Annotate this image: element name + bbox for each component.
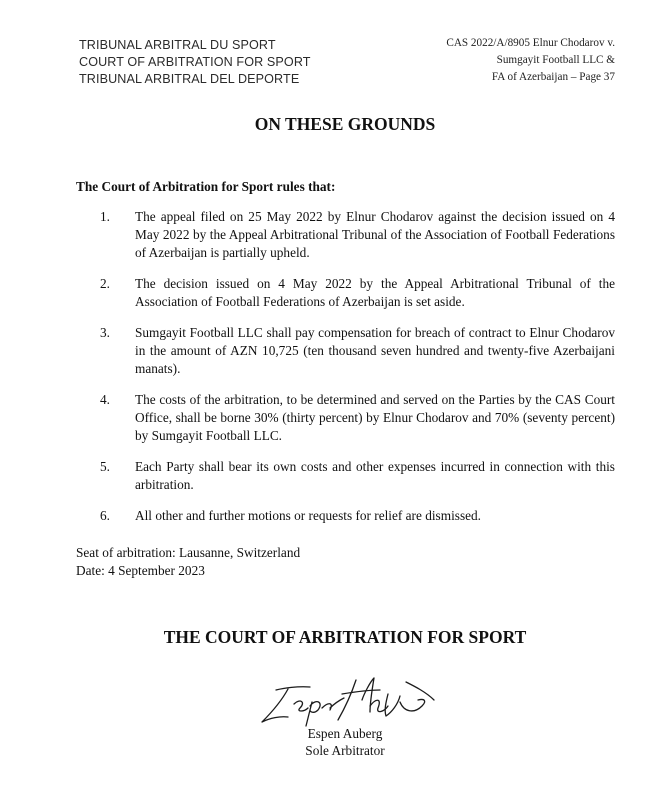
ruling-text: All other and further motions or requests for relief are dismissed. <box>135 508 481 523</box>
ruling-item <box>76 275 615 311</box>
ruling-number: 1. <box>100 209 110 224</box>
ruling-item <box>76 324 615 378</box>
ruling-item <box>76 458 615 494</box>
case-reference <box>446 35 615 86</box>
signer-role: Sole Arbitrator <box>305 743 385 758</box>
ruling-text: The decision issued on 4 May 2022 by the Appeal Arbitrational Tribunal of the Association of Football Federations of Azerbaijan is set aside. <box>135 276 615 309</box>
rulings-list <box>76 208 615 538</box>
ruling-text: The appeal filed on 25 May 2022 by Elnur Chodarov against the decision issued on 4 May 2022 by the Appeal Arbitrational Tribunal of the Association of Football Federations of Azerbaijan is partially upheld. <box>135 209 615 260</box>
ruling-text: The costs of the arbitration, to be determined and served on the Parties by the CAS Court Office, shall be borne 30% (thirty percent) by Elnur Chodarov and 70% (seventy percent) by Sumgayit Football LLC. <box>135 392 615 443</box>
ruling-text: Each Party shall bear its own costs and other expenses incurred in connection with this arbitration. <box>135 459 615 492</box>
case-reference-line: Sumgayit Football LLC & <box>496 54 615 66</box>
ruling-number: 2. <box>100 276 110 291</box>
case-reference-line: FA of Azerbaijan – Page 37 <box>491 71 615 83</box>
decision-date: Date: 4 September 2023 <box>76 563 205 578</box>
ruling-number: 6. <box>100 508 110 523</box>
tribunal-name-en: COURT OF ARBITRATION FOR SPORT <box>79 55 311 69</box>
seat-and-date <box>76 544 300 580</box>
tribunal-name-block <box>79 37 311 88</box>
ruling-text: Sumgayit Football LLC shall pay compensation for breach of contract to Elnur Chodarov in the amount of AZN 10,725 (ten thousand seven hundred and twenty-five Azerbaijani manats). <box>135 325 615 376</box>
signer-block <box>0 725 661 759</box>
tribunal-name-es: TRIBUNAL ARBITRAL DEL DEPORTE <box>79 72 300 86</box>
section-heading: ON THESE GROUNDS <box>254 114 436 134</box>
ruling-number: 4. <box>100 392 110 407</box>
signer-name: Espen Auberg <box>307 726 383 741</box>
ruling-item <box>76 507 615 525</box>
ruling-item <box>76 208 615 262</box>
seat-of-arbitration: Seat of arbitration: Lausanne, Switzerland <box>76 545 301 560</box>
court-name-heading: THE COURT OF ARBITRATION FOR SPORT <box>163 627 527 647</box>
ruling-item <box>76 391 615 445</box>
case-reference-line: CAS 2022/A/8905 Elnur Chodarov v. <box>446 37 615 49</box>
ruling-number: 3. <box>100 325 110 340</box>
signature-image <box>258 672 438 730</box>
ruling-number: 5. <box>100 459 110 474</box>
rulings-intro: The Court of Arbitration for Sport rules that: <box>76 179 336 194</box>
tribunal-name-fr: TRIBUNAL ARBITRAL DU SPORT <box>79 38 276 52</box>
